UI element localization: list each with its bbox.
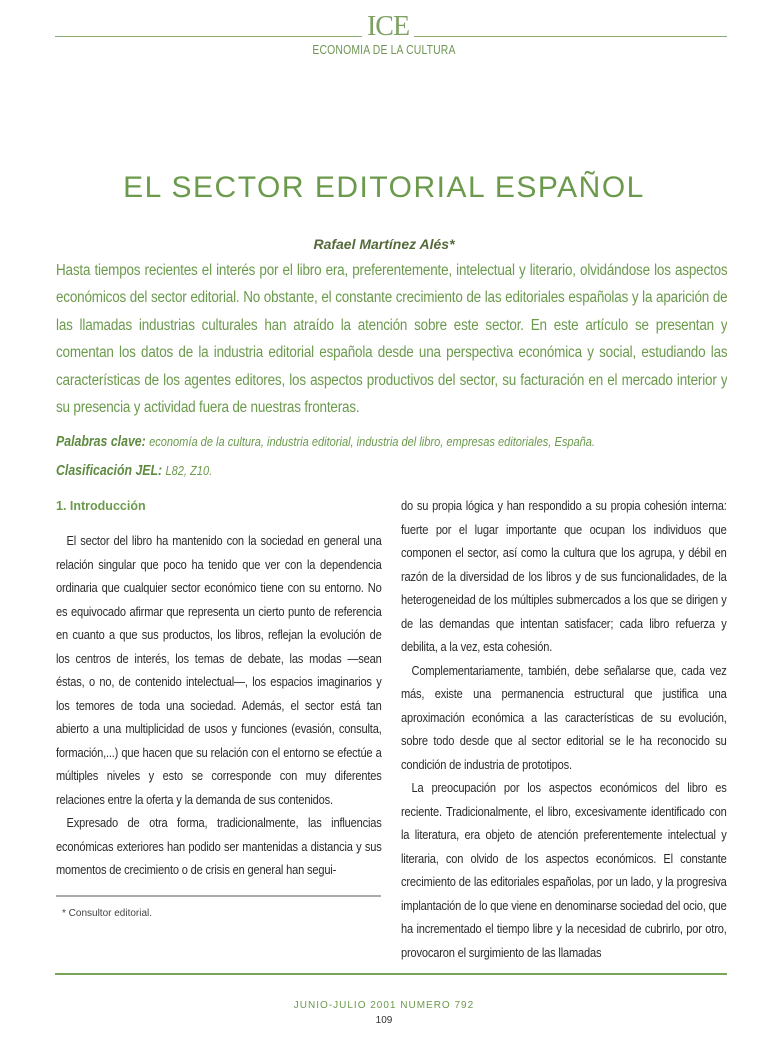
abstract-block xyxy=(56,257,727,421)
keywords-text: economía de la cultura, industria editorial, industria del libro, empresas editoriales, España. xyxy=(149,434,596,450)
paragraph: Complementariamente, también, debe señalarse que, cada vez más, existe una permanencia estructural que justifica una aproximación económica a las características de su evolución, sobre todo desde que al sector editorial se le ha reconocido su condición de industria de prototipos. xyxy=(401,663,727,772)
footnote-rule xyxy=(56,895,381,897)
abstract: Hasta tiempos recientes el interés por el libro era, preferentemente, intelectual y literario, olvidándose los aspectos económicos del sector editorial. No obstante, el constante crecimiento de las editoriales españolas y la aparición de las llamadas industrias culturales han atraído la atención sobre este sector. En este artículo se presentan y comentan los datos de la industria editorial española desde una perspectiva económica y social, estudiando las características de los agentes editores, los aspectos productivos del sector, su facturación en el mercado interior y su presencia y actividad fuera de nuestras fronteras. xyxy=(56,262,727,417)
section-label: ECONOMIA DE LA CULTURA xyxy=(312,42,456,57)
jel-text: L82, Z10. xyxy=(165,463,213,479)
paragraph: La preocupación por los aspectos económicos del libro es reciente. Tradicionalmente, el libro, excesivamente identificado con la literatura, era objeto de atención preferentemente intelectual y literaria, con olvido de los aspectos económicos. El constante crecimiento de las editoriales españolas, por un lado, y la progresiva implantación de lo que viene en denominarse sociedad del ocio, que ha incrementado el tiempo libre y la necesidad de cubrirlo, por otro, provocaron el surgimiento de las llamadas xyxy=(401,781,727,960)
article-author: Rafael Martínez Alés* xyxy=(313,236,455,252)
footnote: * Consultor editorial. xyxy=(62,907,153,919)
keywords xyxy=(56,427,736,456)
paragraph: El sector del libro ha mantenido con la sociedad en general una relación singular que poco ha tenido que ver con la dependencia ordinaria que cualquier sector económico tiene con su entorno. No es equivocado afirmar que representa un cierto punto de referencia en cuanto a que sus productos, los libros, reflejan la evolución de los centros de interés, los temas de debate, las modas —sean éstas, o no, de contenido intelectual—, los espacios imaginarios y los temores de toda una sociedad. Además, el sector está tan abierto a una multiplicidad de usos y funciones (evasión, consulta, formación,...) que hacen que su relación con el entorno se efectúe a múltiples niveles y esto se corresponde con muy diferentes relaciones entre la oferta y la demanda de sus contenidos. xyxy=(56,534,382,807)
jel-classification xyxy=(56,456,736,485)
bottom-rule xyxy=(55,973,727,975)
paragraph: do su propia lógica y han respondido a su propia cohesión interna: fuerte por el lugar importante que ocupan los individuos que componen el sector, así como la cultura que los agrupa, y débil en razón de la diversidad de los libros y de sus funcionalidades, de la heterogeneidad de los múltiples submercados a los que se dirigen y de las demandas que intentan satisfacer; cada libro refuerza y debilita, a la vez, esta cohesión. xyxy=(401,499,727,655)
article-title: EL SECTOR EDITORIAL ESPAÑOL xyxy=(123,171,645,204)
paragraph: Expresado de otra forma, tradicionalmente, las influencias económicas exteriores han podido ser mantenidas a distancia y sus momentos de crecimiento o de crisis en general han segui- xyxy=(56,816,382,878)
keywords-label: Palabras clave: xyxy=(56,434,146,451)
section-heading: 1. Introducción xyxy=(56,499,146,514)
right-column xyxy=(401,495,727,965)
issue-info: JUNIO-JULIO 2001 NUMERO 792 xyxy=(293,1000,475,1012)
body-columns xyxy=(56,495,727,965)
jel-label: Clasificación JEL: xyxy=(56,463,163,480)
page-number: 109 xyxy=(375,1015,393,1027)
journal-logo: ICE xyxy=(366,11,410,42)
left-column xyxy=(56,495,382,921)
